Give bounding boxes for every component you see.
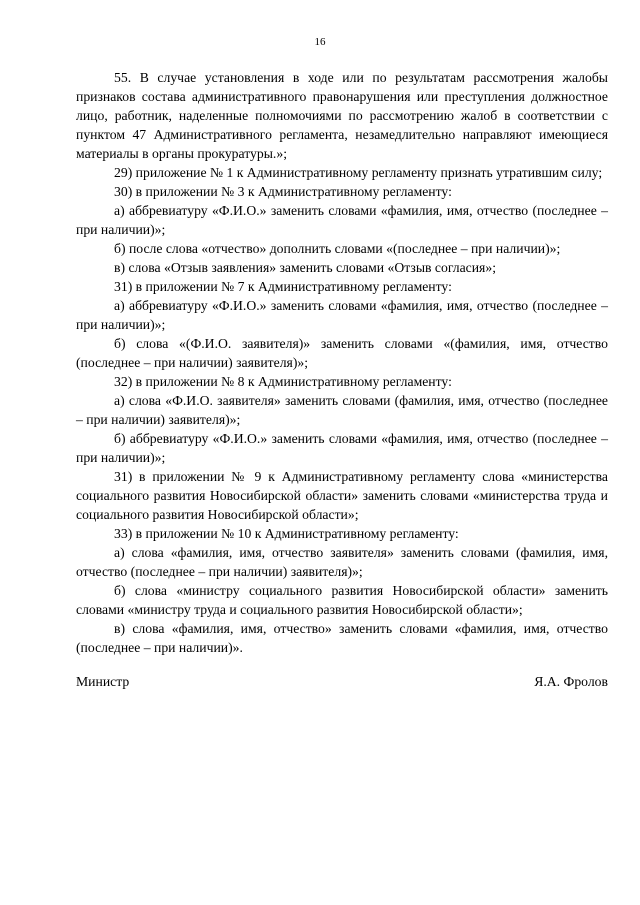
paragraph-item-32-a: а) слова «Ф.И.О. заявителя» заменить словами (фамилия, имя, отчество (последнее – при наличии) заявителя)»; [76, 393, 608, 427]
paragraph-item-33-b: б) слова «министру социального развития Новосибирской области» заменить словами «министру труда и социального развития Новосибирской области»; [76, 583, 608, 617]
signature-block [76, 672, 608, 691]
signatory-name: Я.А. Фролов [534, 674, 608, 689]
paragraph-item-31-appendix-7: 31) в приложении № 7 к Административному регламенту: [114, 279, 452, 294]
signatory-title: Министр [76, 674, 130, 689]
paragraph-item-32: 32) в приложении № 8 к Административному регламенту: [114, 374, 452, 389]
paragraph-item-31-appendix-9: 31) в приложении № 9 к Административному регламенту слова «министерства социального развития Новосибирской области» заменить словами «министерства труда и социального развития Новосибирской области»; [76, 469, 608, 522]
page-number: 16 [314, 36, 326, 48]
paragraph-item-32-b: б) аббревиатуру «Ф.И.О.» заменить словами «фамилия, имя, отчество (последнее – при наличии)»; [76, 431, 608, 465]
document-body [76, 68, 608, 657]
paragraph-item-33: 33) в приложении № 10 к Административному регламенту: [114, 526, 459, 541]
paragraph-item-31-a: а) аббревиатуру «Ф.И.О.» заменить словами «фамилия, имя, отчество (последнее – при наличии)»; [76, 298, 608, 332]
paragraph-item-30: 30) в приложении № 3 к Административному регламенту: [114, 184, 452, 199]
paragraph-item-30-v: в) слова «Отзыв заявления» заменить словами «Отзыв согласия»; [114, 260, 496, 275]
paragraph-55-complaint-materials: 55. В случае установления в ходе или по результатам рассмотрения жалобы признаков состава административного правонарушения или преступления должностное лицо, работник, наделенные полномочиями по рассмотрению жалоб в соответствии с пунктом 47 Административного регламента, незамедлительно направляют имеющиеся материалы в органы прокуратуры.»; [76, 70, 608, 161]
paragraph-item-33-a: а) слова «фамилия, имя, отчество заявителя» заменить словами (фамилия, имя, отчество (последнее – при наличии) заявителя)»; [76, 545, 608, 579]
paragraph-item-30-a: а) аббревиатуру «Ф.И.О.» заменить словами «фамилия, имя, отчество (последнее – при наличии)»; [76, 203, 608, 237]
paragraph-item-29: 29) приложение № 1 к Административному регламенту признать утратившим силу; [114, 165, 603, 180]
paragraph-item-33-v: в) слова «фамилия, имя, отчество» заменить словами «фамилия, имя, отчество (последнее – при наличии)». [76, 621, 608, 655]
paragraph-item-30-b: б) после слова «отчество» дополнить словами «(последнее – при наличии)»; [114, 241, 561, 256]
paragraph-item-31-b: б) слова «(Ф.И.О. заявителя)» заменить словами «(фамилия, имя, отчество (последнее – при наличии) заявителя)»; [76, 336, 608, 370]
